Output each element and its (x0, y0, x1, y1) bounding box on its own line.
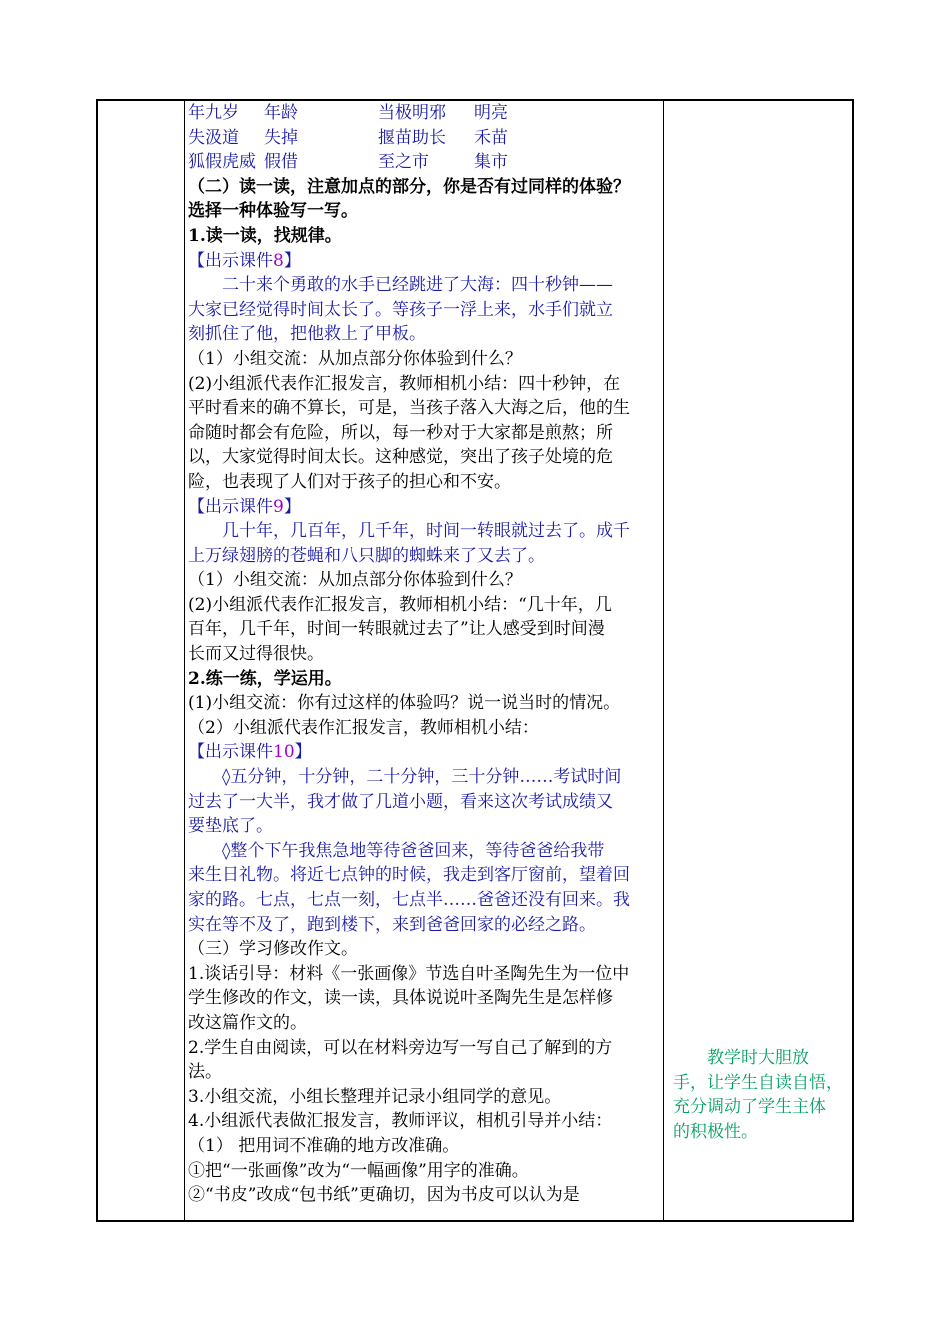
courseware-text: 来生日礼物。将近七点钟的时候，我走到客厅窗前，望着回 (188, 865, 630, 886)
note-line: 充分调动了学生主体 (673, 1097, 826, 1118)
courseware-tag: 【出示课件9】 (188, 496, 301, 517)
step-line: 4.小组派代表做汇报发言，教师评议，相机引导并小结： (188, 1111, 613, 1132)
courseware-text: ◊整个下午我焦急地等待爸爸回来，等待爸爸给我带 (222, 840, 605, 861)
courseware-text: ◊五分钟，十分钟，二十分钟，三十分钟……考试时间 (222, 767, 622, 788)
step-line: 2.学生自由阅读，可以在材料旁边写一写自己了解到的方 (188, 1037, 613, 1058)
courseware-text: 二十来个勇敢的水手已经跳进了大海：四十秒钟—— (222, 275, 613, 296)
question: （1）小组交流：从加点部分你体验到什么？ (188, 348, 522, 369)
section-title: （三）学习修改作文。 (188, 939, 358, 960)
answer-line: 平时看来的确不算长，可是，当孩子落入大海之后，他的生 (188, 398, 630, 419)
section-title: （二）读一读，注意加点的部分，你是否有过同样的体验？ (188, 176, 630, 197)
note-line: 手，让学生自读自悟， (673, 1072, 843, 1093)
vocab-row: 狐假虎威 假借 至之市 集市 (188, 152, 508, 173)
courseware-text: 家的路。七点，七点一刻，七点半……爸爸还没有回来。我 (188, 890, 630, 910)
courseware-text: 几十年，几百年，几千年，时间一转眼就过去了。成千 (222, 521, 630, 542)
answer-line: 命随时都会有危险，所以，每一秒对于大家都是煎熬；所 (188, 422, 613, 443)
step-line: （1） 把用词不准确的地方改准确。 (188, 1135, 460, 1156)
courseware-text: 实在等不及了，跑到楼下，来到爸爸回家的必经之路。 (188, 914, 596, 935)
column-divider-left (184, 101, 185, 1220)
answer-line: (2)小组派代表作汇报发言，教师相机小结：“几十年，几 (188, 594, 612, 615)
answer-line: 险，也表现了人们对于孩子的担心和不安。 (188, 471, 511, 492)
courseware-text: 上万绿翅膀的苍蝇和八只脚的蜘蛛来了又去了。 (188, 545, 545, 566)
courseware-text: 要垫底了。 (188, 816, 273, 837)
step-line: 3.小组交流，小组长整理并记录小组同学的意见。 (188, 1086, 562, 1107)
main-content (188, 101, 664, 1208)
courseware-text: 过去了一大半，我才做了几道小题，看来这次考试成绩又 (188, 791, 613, 812)
step-line: 1.谈话引导：材料《一张画像》节选自叶圣陶先生为一位中 (188, 963, 630, 984)
section-title: 选择一种体验写一写。 (188, 201, 358, 222)
vocab-row: 年九岁 年龄 当极明邪 明亮 (188, 103, 508, 123)
practice-line: （2）小组派代表作汇报发言，教师相机小结： (188, 717, 539, 738)
answer-line: 以，大家觉得时间太长。这种感觉，突出了孩子处境的危 (188, 447, 613, 468)
step-title: 1.读一读，找规律。 (188, 225, 342, 246)
courseware-text: 大家已经觉得时间太长了。等孩子一浮上来，水手们就立 (188, 299, 613, 320)
courseware-text: 刻抓住了他，把他救上了甲板。 (188, 324, 426, 345)
step-line: 法。 (188, 1062, 222, 1083)
step-line: 改这篇作文的。 (188, 1012, 307, 1033)
step-title: 2.练一练，学运用。 (188, 668, 342, 689)
step-line: ①把“一张画像”改为“一幅画像”用字的准确。 (188, 1160, 529, 1181)
note-line: 教学时大胆放 (707, 1048, 809, 1068)
courseware-tag: 【出示课件10】 (188, 742, 312, 763)
step-line: 学生修改的作文，读一读，具体说说叶圣陶先生是怎样修 (188, 988, 613, 1009)
answer-line: (2)小组派代表作汇报发言，教师相机小结：四十秒钟，在 (188, 373, 621, 394)
answer-line: 百年，几千年，时间一转眼就过去了”让人感受到时间漫 (188, 619, 605, 640)
step-line: ②“书皮”改成“包书纸”更确切，因为书皮可以认为是 (188, 1185, 580, 1206)
lesson-table (96, 99, 854, 1222)
practice-line: (1)小组交流：你有过这样的体验吗？说一说当时的情况。 (188, 693, 621, 714)
note-line: 的积极性。 (673, 1121, 758, 1142)
teaching-notes (673, 1046, 851, 1144)
question: （1）小组交流：从加点部分你体验到什么？ (188, 570, 522, 591)
answer-line: 长而又过得很快。 (188, 644, 324, 665)
vocab-row: 失汲道 失掉 揠苗助长 禾苗 (188, 127, 508, 148)
courseware-tag: 【出示课件8】 (188, 250, 301, 271)
